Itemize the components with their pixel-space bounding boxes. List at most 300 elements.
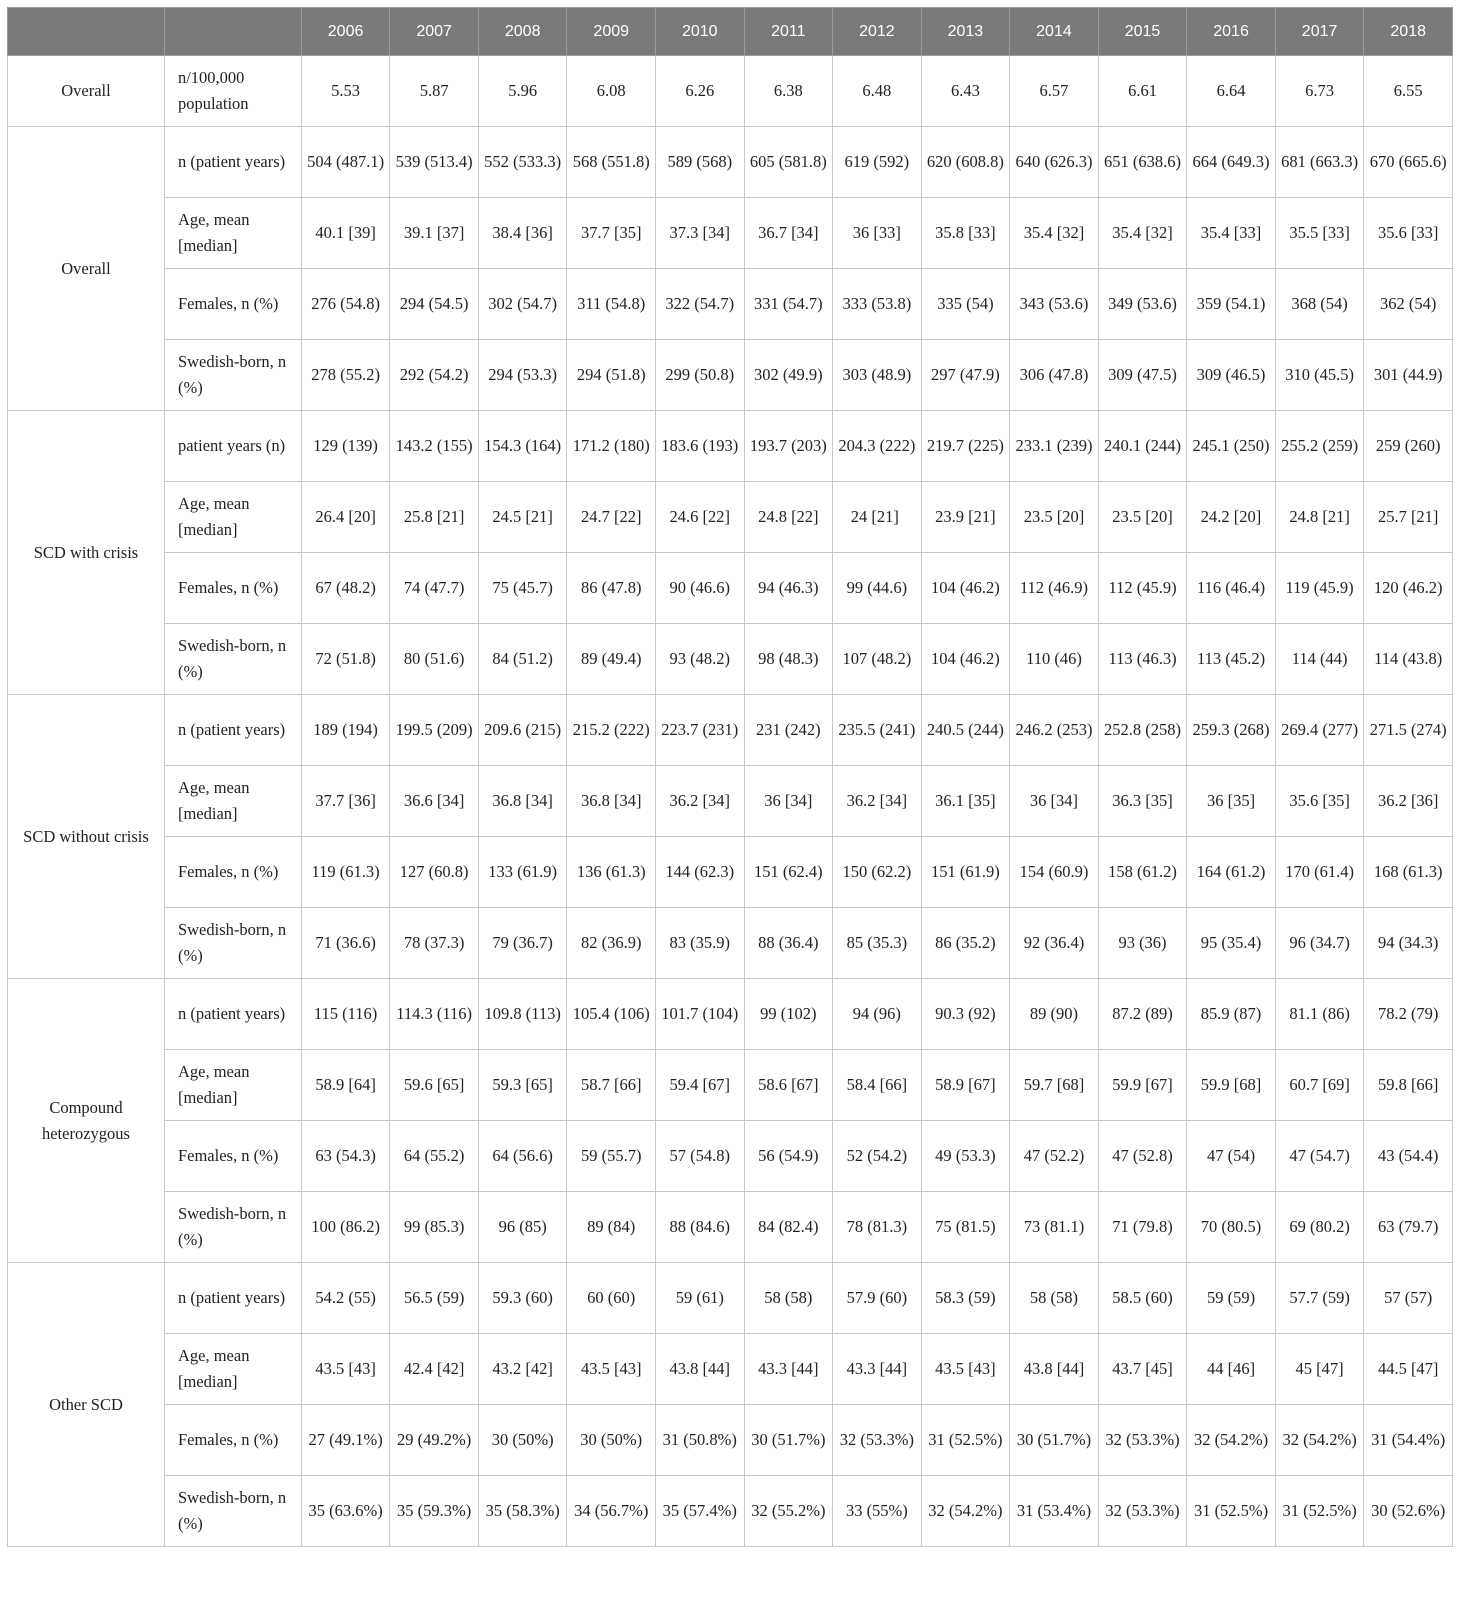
value-cell: 37.3 [34] <box>656 198 745 269</box>
value-cell: 5.87 <box>390 56 479 127</box>
value-cell: 57 (54.8) <box>656 1121 745 1192</box>
value-cell: 219.7 (225) <box>921 411 1010 482</box>
metric-label-cell: n (patient years) <box>164 695 301 766</box>
value-cell: 120 (46.2) <box>1364 553 1453 624</box>
table-row <box>8 198 1453 269</box>
value-cell: 79 (36.7) <box>478 908 567 979</box>
value-cell: 151 (62.4) <box>744 837 833 908</box>
metric-label-cell: Swedish-born, n (%) <box>164 908 301 979</box>
year-header-cell: 2014 <box>1010 8 1099 56</box>
value-cell: 255.2 (259) <box>1275 411 1364 482</box>
value-cell: 59 (59) <box>1187 1263 1276 1334</box>
value-cell: 6.64 <box>1187 56 1276 127</box>
value-cell: 110 (46) <box>1010 624 1099 695</box>
value-cell: 80 (51.6) <box>390 624 479 695</box>
value-cell: 35.5 [33] <box>1275 198 1364 269</box>
value-cell: 32 (53.3%) <box>1098 1476 1187 1547</box>
value-cell: 113 (45.2) <box>1187 624 1276 695</box>
year-header-cell: 2018 <box>1364 8 1453 56</box>
value-cell: 52 (54.2) <box>833 1121 922 1192</box>
value-cell: 204.3 (222) <box>833 411 922 482</box>
value-cell: 301 (44.9) <box>1364 340 1453 411</box>
value-cell: 36.7 [34] <box>744 198 833 269</box>
value-cell: 619 (592) <box>833 127 922 198</box>
value-cell: 144 (62.3) <box>656 837 745 908</box>
value-cell: 297 (47.9) <box>921 340 1010 411</box>
value-cell: 36.8 [34] <box>478 766 567 837</box>
value-cell: 504 (487.1) <box>301 127 390 198</box>
value-cell: 88 (84.6) <box>656 1192 745 1263</box>
value-cell: 92 (36.4) <box>1010 908 1099 979</box>
year-header-cell: 2010 <box>656 8 745 56</box>
year-header-cell: 2016 <box>1187 8 1276 56</box>
value-cell: 311 (54.8) <box>567 269 656 340</box>
metric-label-cell: Swedish-born, n (%) <box>164 1192 301 1263</box>
value-cell: 31 (54.4%) <box>1364 1405 1453 1476</box>
value-cell: 36.3 [35] <box>1098 766 1187 837</box>
value-cell: 44.5 [47] <box>1364 1334 1453 1405</box>
metric-label-cell: n (patient years) <box>164 127 301 198</box>
value-cell: 64 (55.2) <box>390 1121 479 1192</box>
value-cell: 58.5 (60) <box>1098 1263 1187 1334</box>
value-cell: 349 (53.6) <box>1098 269 1187 340</box>
value-cell: 199.5 (209) <box>390 695 479 766</box>
value-cell: 40.1 [39] <box>301 198 390 269</box>
value-cell: 36.2 [34] <box>656 766 745 837</box>
value-cell: 32 (53.3%) <box>833 1405 922 1476</box>
value-cell: 306 (47.8) <box>1010 340 1099 411</box>
value-cell: 6.57 <box>1010 56 1099 127</box>
value-cell: 37.7 [36] <box>301 766 390 837</box>
value-cell: 113 (46.3) <box>1098 624 1187 695</box>
data-table <box>7 7 1453 1547</box>
value-cell: 30 (50%) <box>478 1405 567 1476</box>
value-cell: 35 (59.3%) <box>390 1476 479 1547</box>
value-cell: 45 [47] <box>1275 1334 1364 1405</box>
value-cell: 24.2 [20] <box>1187 482 1276 553</box>
table-row <box>8 411 1453 482</box>
value-cell: 43.7 [45] <box>1098 1334 1187 1405</box>
value-cell: 32 (54.2%) <box>1275 1405 1364 1476</box>
value-cell: 60.7 [69] <box>1275 1050 1364 1121</box>
value-cell: 539 (513.4) <box>390 127 479 198</box>
value-cell: 35 (58.3%) <box>478 1476 567 1547</box>
value-cell: 23.5 [20] <box>1010 482 1099 553</box>
value-cell: 245.1 (250) <box>1187 411 1276 482</box>
value-cell: 94 (46.3) <box>744 553 833 624</box>
value-cell: 24.8 [22] <box>744 482 833 553</box>
value-cell: 59 (55.7) <box>567 1121 656 1192</box>
value-cell: 6.43 <box>921 56 1010 127</box>
value-cell: 670 (665.6) <box>1364 127 1453 198</box>
value-cell: 30 (51.7%) <box>744 1405 833 1476</box>
metric-label-cell: Females, n (%) <box>164 553 301 624</box>
value-cell: 158 (61.2) <box>1098 837 1187 908</box>
value-cell: 276 (54.8) <box>301 269 390 340</box>
value-cell: 310 (45.5) <box>1275 340 1364 411</box>
value-cell: 24 [21] <box>833 482 922 553</box>
value-cell: 43.2 [42] <box>478 1334 567 1405</box>
metric-label-cell: Age, mean [median] <box>164 1050 301 1121</box>
value-cell: 59.3 (60) <box>478 1263 567 1334</box>
value-cell: 81.1 (86) <box>1275 979 1364 1050</box>
value-cell: 44 [46] <box>1187 1334 1276 1405</box>
value-cell: 235.5 (241) <box>833 695 922 766</box>
value-cell: 49 (53.3) <box>921 1121 1010 1192</box>
table-row <box>8 269 1453 340</box>
value-cell: 63 (54.3) <box>301 1121 390 1192</box>
table-row <box>8 1263 1453 1334</box>
header-row <box>8 8 1453 56</box>
value-cell: 589 (568) <box>656 127 745 198</box>
value-cell: 57.7 (59) <box>1275 1263 1364 1334</box>
value-cell: 24.7 [22] <box>567 482 656 553</box>
value-cell: 89 (90) <box>1010 979 1099 1050</box>
value-cell: 189 (194) <box>301 695 390 766</box>
table-row <box>8 56 1453 127</box>
value-cell: 57.9 (60) <box>833 1263 922 1334</box>
value-cell: 651 (638.6) <box>1098 127 1187 198</box>
value-cell: 87.2 (89) <box>1098 979 1187 1050</box>
metric-label-cell: n (patient years) <box>164 1263 301 1334</box>
value-cell: 99 (85.3) <box>390 1192 479 1263</box>
value-cell: 35.4 [32] <box>1010 198 1099 269</box>
table-row <box>8 1192 1453 1263</box>
table-row <box>8 340 1453 411</box>
value-cell: 85 (35.3) <box>833 908 922 979</box>
value-cell: 154 (60.9) <box>1010 837 1099 908</box>
value-cell: 47 (54.7) <box>1275 1121 1364 1192</box>
value-cell: 96 (34.7) <box>1275 908 1364 979</box>
value-cell: 71 (79.8) <box>1098 1192 1187 1263</box>
value-cell: 31 (52.5%) <box>921 1405 1010 1476</box>
table-row <box>8 837 1453 908</box>
year-header-cell: 2008 <box>478 8 567 56</box>
value-cell: 23.5 [20] <box>1098 482 1187 553</box>
value-cell: 36 [34] <box>744 766 833 837</box>
value-cell: 39.1 [37] <box>390 198 479 269</box>
value-cell: 119 (61.3) <box>301 837 390 908</box>
value-cell: 252.8 (258) <box>1098 695 1187 766</box>
value-cell: 6.26 <box>656 56 745 127</box>
value-cell: 114.3 (116) <box>390 979 479 1050</box>
value-cell: 664 (649.3) <box>1187 127 1276 198</box>
value-cell: 58.7 [66] <box>567 1050 656 1121</box>
value-cell: 32 (54.2%) <box>1187 1405 1276 1476</box>
value-cell: 72 (51.8) <box>301 624 390 695</box>
value-cell: 104 (46.2) <box>921 624 1010 695</box>
value-cell: 56.5 (59) <box>390 1263 479 1334</box>
table-row <box>8 766 1453 837</box>
value-cell: 37.7 [35] <box>567 198 656 269</box>
value-cell: 32 (54.2%) <box>921 1476 1010 1547</box>
value-cell: 294 (51.8) <box>567 340 656 411</box>
value-cell: 164 (61.2) <box>1187 837 1276 908</box>
value-cell: 35.6 [35] <box>1275 766 1364 837</box>
value-cell: 34 (56.7%) <box>567 1476 656 1547</box>
value-cell: 343 (53.6) <box>1010 269 1099 340</box>
metric-label-cell: Age, mean [median] <box>164 766 301 837</box>
table-row <box>8 1121 1453 1192</box>
value-cell: 69 (80.2) <box>1275 1192 1364 1263</box>
value-cell: 150 (62.2) <box>833 837 922 908</box>
value-cell: 331 (54.7) <box>744 269 833 340</box>
value-cell: 29 (49.2%) <box>390 1405 479 1476</box>
value-cell: 93 (48.2) <box>656 624 745 695</box>
table-row <box>8 1476 1453 1547</box>
value-cell: 101.7 (104) <box>656 979 745 1050</box>
value-cell: 170 (61.4) <box>1275 837 1364 908</box>
value-cell: 43 (54.4) <box>1364 1121 1453 1192</box>
table-row <box>8 1050 1453 1121</box>
group-label-cell: Compound heterozygous <box>8 979 165 1263</box>
value-cell: 59.6 [65] <box>390 1050 479 1121</box>
table-row <box>8 482 1453 553</box>
year-header-cell: 2007 <box>390 8 479 56</box>
value-cell: 86 (47.8) <box>567 553 656 624</box>
value-cell: 292 (54.2) <box>390 340 479 411</box>
value-cell: 99 (44.6) <box>833 553 922 624</box>
value-cell: 23.9 [21] <box>921 482 1010 553</box>
value-cell: 104 (46.2) <box>921 553 1010 624</box>
value-cell: 294 (53.3) <box>478 340 567 411</box>
value-cell: 96 (85) <box>478 1192 567 1263</box>
value-cell: 58.9 [64] <box>301 1050 390 1121</box>
value-cell: 43.3 [44] <box>744 1334 833 1405</box>
value-cell: 552 (533.3) <box>478 127 567 198</box>
value-cell: 309 (47.5) <box>1098 340 1187 411</box>
table-row <box>8 1405 1453 1476</box>
value-cell: 95 (35.4) <box>1187 908 1276 979</box>
value-cell: 259.3 (268) <box>1187 695 1276 766</box>
value-cell: 43.8 [44] <box>1010 1334 1099 1405</box>
header-group-cell <box>8 8 165 56</box>
value-cell: 78.2 (79) <box>1364 979 1453 1050</box>
metric-label-cell: Swedish-born, n (%) <box>164 624 301 695</box>
value-cell: 43.5 [43] <box>301 1334 390 1405</box>
value-cell: 90 (46.6) <box>656 553 745 624</box>
metric-label-cell: Females, n (%) <box>164 269 301 340</box>
value-cell: 681 (663.3) <box>1275 127 1364 198</box>
value-cell: 70 (80.5) <box>1187 1192 1276 1263</box>
value-cell: 43.3 [44] <box>833 1334 922 1405</box>
value-cell: 127 (60.8) <box>390 837 479 908</box>
value-cell: 223.7 (231) <box>656 695 745 766</box>
value-cell: 31 (53.4%) <box>1010 1476 1099 1547</box>
group-label-cell: Other SCD <box>8 1263 165 1547</box>
value-cell: 59.9 [67] <box>1098 1050 1187 1121</box>
value-cell: 35 (57.4%) <box>656 1476 745 1547</box>
value-cell: 59.4 [67] <box>656 1050 745 1121</box>
value-cell: 63 (79.7) <box>1364 1192 1453 1263</box>
value-cell: 32 (55.2%) <box>744 1476 833 1547</box>
value-cell: 129 (139) <box>301 411 390 482</box>
year-header-cell: 2012 <box>833 8 922 56</box>
value-cell: 151 (61.9) <box>921 837 1010 908</box>
year-header-cell: 2009 <box>567 8 656 56</box>
value-cell: 54.2 (55) <box>301 1263 390 1334</box>
year-header-cell: 2013 <box>921 8 1010 56</box>
value-cell: 240.5 (244) <box>921 695 1010 766</box>
value-cell: 294 (54.5) <box>390 269 479 340</box>
value-cell: 58.9 [67] <box>921 1050 1010 1121</box>
value-cell: 47 (52.8) <box>1098 1121 1187 1192</box>
value-cell: 60 (60) <box>567 1263 656 1334</box>
value-cell: 620 (608.8) <box>921 127 1010 198</box>
value-cell: 322 (54.7) <box>656 269 745 340</box>
value-cell: 71 (36.6) <box>301 908 390 979</box>
table-header <box>8 8 1453 56</box>
value-cell: 43.5 [43] <box>567 1334 656 1405</box>
value-cell: 233.1 (239) <box>1010 411 1099 482</box>
table-row <box>8 979 1453 1050</box>
value-cell: 58.6 [67] <box>744 1050 833 1121</box>
value-cell: 30 (52.6%) <box>1364 1476 1453 1547</box>
value-cell: 94 (96) <box>833 979 922 1050</box>
value-cell: 90.3 (92) <box>921 979 1010 1050</box>
value-cell: 82 (36.9) <box>567 908 656 979</box>
value-cell: 112 (46.9) <box>1010 553 1099 624</box>
value-cell: 302 (49.9) <box>744 340 833 411</box>
value-cell: 59 (61) <box>656 1263 745 1334</box>
value-cell: 362 (54) <box>1364 269 1453 340</box>
value-cell: 605 (581.8) <box>744 127 833 198</box>
value-cell: 116 (46.4) <box>1187 553 1276 624</box>
value-cell: 56 (54.9) <box>744 1121 833 1192</box>
value-cell: 136 (61.3) <box>567 837 656 908</box>
value-cell: 6.48 <box>833 56 922 127</box>
table-row <box>8 553 1453 624</box>
value-cell: 259 (260) <box>1364 411 1453 482</box>
value-cell: 143.2 (155) <box>390 411 479 482</box>
table-row <box>8 695 1453 766</box>
data-table-container <box>7 7 1453 1547</box>
value-cell: 115 (116) <box>301 979 390 1050</box>
metric-label-cell: Females, n (%) <box>164 1121 301 1192</box>
value-cell: 47 (54) <box>1187 1121 1276 1192</box>
value-cell: 25.7 [21] <box>1364 482 1453 553</box>
value-cell: 58 (58) <box>744 1263 833 1334</box>
value-cell: 114 (44) <box>1275 624 1364 695</box>
value-cell: 6.55 <box>1364 56 1453 127</box>
value-cell: 89 (84) <box>567 1192 656 1263</box>
value-cell: 93 (36) <box>1098 908 1187 979</box>
value-cell: 31 (50.8%) <box>656 1405 745 1476</box>
value-cell: 154.3 (164) <box>478 411 567 482</box>
table-row <box>8 908 1453 979</box>
value-cell: 193.7 (203) <box>744 411 833 482</box>
value-cell: 75 (81.5) <box>921 1192 1010 1263</box>
value-cell: 24.5 [21] <box>478 482 567 553</box>
value-cell: 278 (55.2) <box>301 340 390 411</box>
value-cell: 114 (43.8) <box>1364 624 1453 695</box>
value-cell: 36.8 [34] <box>567 766 656 837</box>
value-cell: 269.4 (277) <box>1275 695 1364 766</box>
value-cell: 359 (54.1) <box>1187 269 1276 340</box>
value-cell: 568 (551.8) <box>567 127 656 198</box>
value-cell: 84 (51.2) <box>478 624 567 695</box>
value-cell: 27 (49.1%) <box>301 1405 390 1476</box>
value-cell: 47 (52.2) <box>1010 1121 1099 1192</box>
group-label-cell: SCD without crisis <box>8 695 165 979</box>
value-cell: 26.4 [20] <box>301 482 390 553</box>
metric-label-cell: Age, mean [median] <box>164 1334 301 1405</box>
value-cell: 99 (102) <box>744 979 833 1050</box>
value-cell: 36.2 [36] <box>1364 766 1453 837</box>
value-cell: 30 (50%) <box>567 1405 656 1476</box>
metric-label-cell: Swedish-born, n (%) <box>164 1476 301 1547</box>
value-cell: 59.9 [68] <box>1187 1050 1276 1121</box>
metric-label-cell: Females, n (%) <box>164 1405 301 1476</box>
value-cell: 302 (54.7) <box>478 269 567 340</box>
value-cell: 35.6 [33] <box>1364 198 1453 269</box>
value-cell: 36 [33] <box>833 198 922 269</box>
value-cell: 31 (52.5%) <box>1187 1476 1276 1547</box>
value-cell: 100 (86.2) <box>301 1192 390 1263</box>
value-cell: 183.6 (193) <box>656 411 745 482</box>
value-cell: 58 (58) <box>1010 1263 1099 1334</box>
value-cell: 309 (46.5) <box>1187 340 1276 411</box>
year-header-cell: 2011 <box>744 8 833 56</box>
value-cell: 89 (49.4) <box>567 624 656 695</box>
value-cell: 35.4 [33] <box>1187 198 1276 269</box>
value-cell: 6.73 <box>1275 56 1364 127</box>
value-cell: 43.8 [44] <box>656 1334 745 1405</box>
year-header-cell: 2015 <box>1098 8 1187 56</box>
value-cell: 231 (242) <box>744 695 833 766</box>
value-cell: 6.08 <box>567 56 656 127</box>
value-cell: 85.9 (87) <box>1187 979 1276 1050</box>
value-cell: 75 (45.7) <box>478 553 567 624</box>
value-cell: 5.96 <box>478 56 567 127</box>
value-cell: 24.6 [22] <box>656 482 745 553</box>
table-row <box>8 127 1453 198</box>
value-cell: 78 (37.3) <box>390 908 479 979</box>
value-cell: 209.6 (215) <box>478 695 567 766</box>
value-cell: 368 (54) <box>1275 269 1364 340</box>
value-cell: 112 (45.9) <box>1098 553 1187 624</box>
value-cell: 86 (35.2) <box>921 908 1010 979</box>
value-cell: 64 (56.6) <box>478 1121 567 1192</box>
value-cell: 78 (81.3) <box>833 1192 922 1263</box>
value-cell: 42.4 [42] <box>390 1334 479 1405</box>
value-cell: 133 (61.9) <box>478 837 567 908</box>
value-cell: 168 (61.3) <box>1364 837 1453 908</box>
metric-label-cell: Age, mean [median] <box>164 198 301 269</box>
value-cell: 98 (48.3) <box>744 624 833 695</box>
value-cell: 271.5 (274) <box>1364 695 1453 766</box>
value-cell: 6.61 <box>1098 56 1187 127</box>
table-row <box>8 1334 1453 1405</box>
value-cell: 640 (626.3) <box>1010 127 1099 198</box>
value-cell: 31 (52.5%) <box>1275 1476 1364 1547</box>
table-row <box>8 624 1453 695</box>
year-header-cell: 2017 <box>1275 8 1364 56</box>
value-cell: 335 (54) <box>921 269 1010 340</box>
value-cell: 240.1 (244) <box>1098 411 1187 482</box>
value-cell: 36 [35] <box>1187 766 1276 837</box>
year-header-cell: 2006 <box>301 8 390 56</box>
metric-label-cell: Females, n (%) <box>164 837 301 908</box>
value-cell: 35.4 [32] <box>1098 198 1187 269</box>
metric-label-cell: patient years (n) <box>164 411 301 482</box>
table-body <box>8 56 1453 1547</box>
value-cell: 36.1 [35] <box>921 766 1010 837</box>
value-cell: 58.3 (59) <box>921 1263 1010 1334</box>
value-cell: 107 (48.2) <box>833 624 922 695</box>
value-cell: 32 (53.3%) <box>1098 1405 1187 1476</box>
group-label-cell: Overall <box>8 127 165 411</box>
